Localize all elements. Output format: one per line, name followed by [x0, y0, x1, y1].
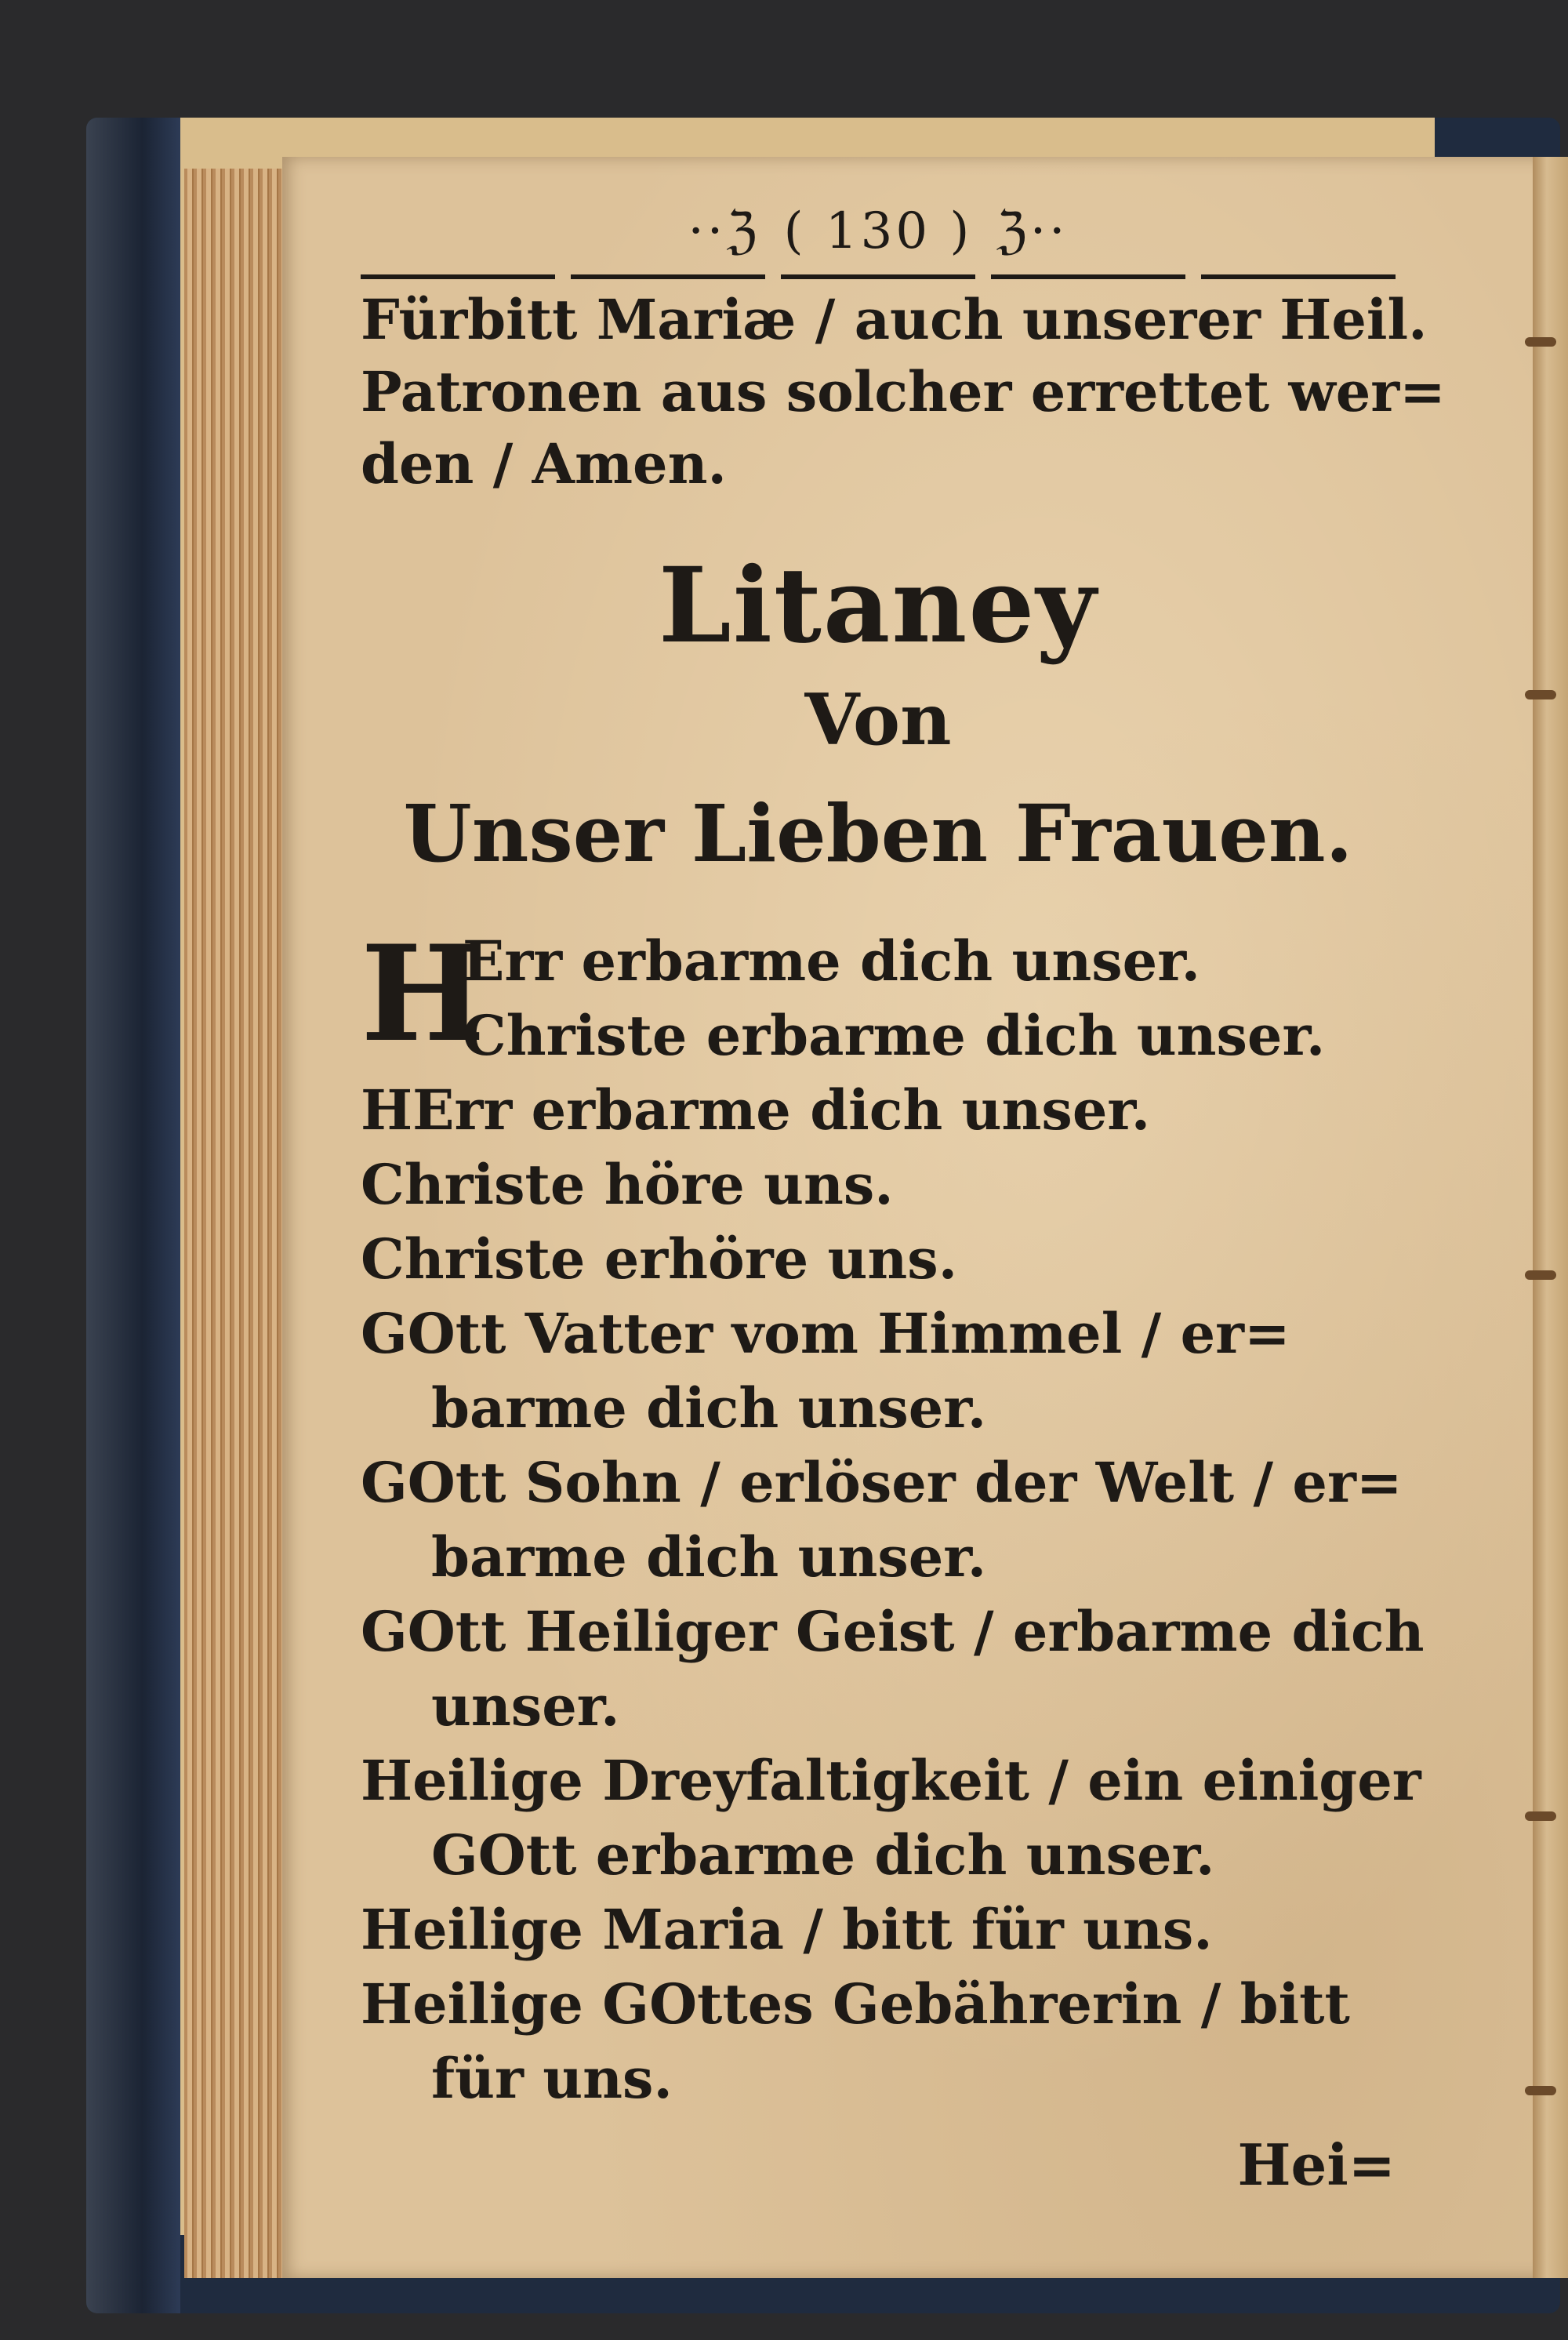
catchword: Hei=	[1237, 2131, 1396, 2198]
page-content	[361, 196, 1446, 2198]
binding-stitch	[1525, 2086, 1556, 2095]
litany-line-continued: barme dich unser.	[431, 1375, 987, 1441]
section-title-von: Von	[804, 678, 952, 761]
binding-stitch	[1525, 1811, 1556, 1821]
header-ornament-right: ℨ··	[996, 202, 1069, 260]
litany-line: Heilige GOttes Gebährerin / bitt	[361, 1971, 1350, 2037]
litany-line: Heilige Maria / bitt für uns.	[361, 1897, 1213, 1962]
page-gutter	[1533, 157, 1568, 2278]
litany-line: Err erbarme dich unser.	[463, 928, 1201, 994]
litany-line: Christe erhöre uns.	[361, 1226, 958, 1292]
litany-line: Heilige Dreyfaltigkeit / ein einiger	[361, 1748, 1421, 1813]
litany-line: GOtt Heiliger Geist / erbarme dich	[361, 1599, 1425, 1664]
binding-stitch	[1525, 690, 1556, 699]
intro-line: den / Amen.	[361, 431, 727, 496]
litany-line: Christe erbarme dich unser.	[463, 1003, 1326, 1068]
litany-line: GOtt Sohn / erlöser der Welt / er=	[361, 1450, 1403, 1515]
header-ornament-left: ··ℨ	[688, 202, 760, 260]
page-number: ( 130 )	[783, 202, 973, 260]
section-title: Litaney	[658, 545, 1098, 667]
binding-stitch	[1525, 1270, 1556, 1280]
litany-line-continued: barme dich unser.	[431, 1524, 987, 1590]
litany-text	[361, 916, 1425, 2116]
section-subtitle: Unser Lieben Frauen.	[403, 787, 1353, 880]
page-stack	[184, 169, 286, 2278]
intro-paragraph	[361, 284, 1446, 500]
litany-line-continued: GOtt erbarme dich unser.	[431, 1822, 1215, 1888]
drop-cap-block	[361, 916, 1396, 1073]
book-spine-edge	[86, 118, 180, 2313]
drop-cap: H	[361, 916, 485, 1071]
intro-line: Patronen aus solcher errettet wer=	[361, 359, 1446, 424]
running-header	[361, 196, 1396, 267]
litany-line-continued: unser.	[431, 1673, 620, 1739]
litany-line: Christe höre uns.	[361, 1152, 894, 1217]
litany-line-continued: für uns.	[431, 2046, 673, 2111]
litany-line: GOtt Vatter vom Himmel / er=	[361, 1301, 1290, 1366]
intro-line: Fürbitt Mariæ / auch unserer Heil.	[361, 287, 1428, 352]
binding-stitch	[1525, 337, 1556, 347]
header-rule	[361, 274, 1396, 279]
litany-line: HErr erbarme dich unser.	[361, 1077, 1151, 1143]
